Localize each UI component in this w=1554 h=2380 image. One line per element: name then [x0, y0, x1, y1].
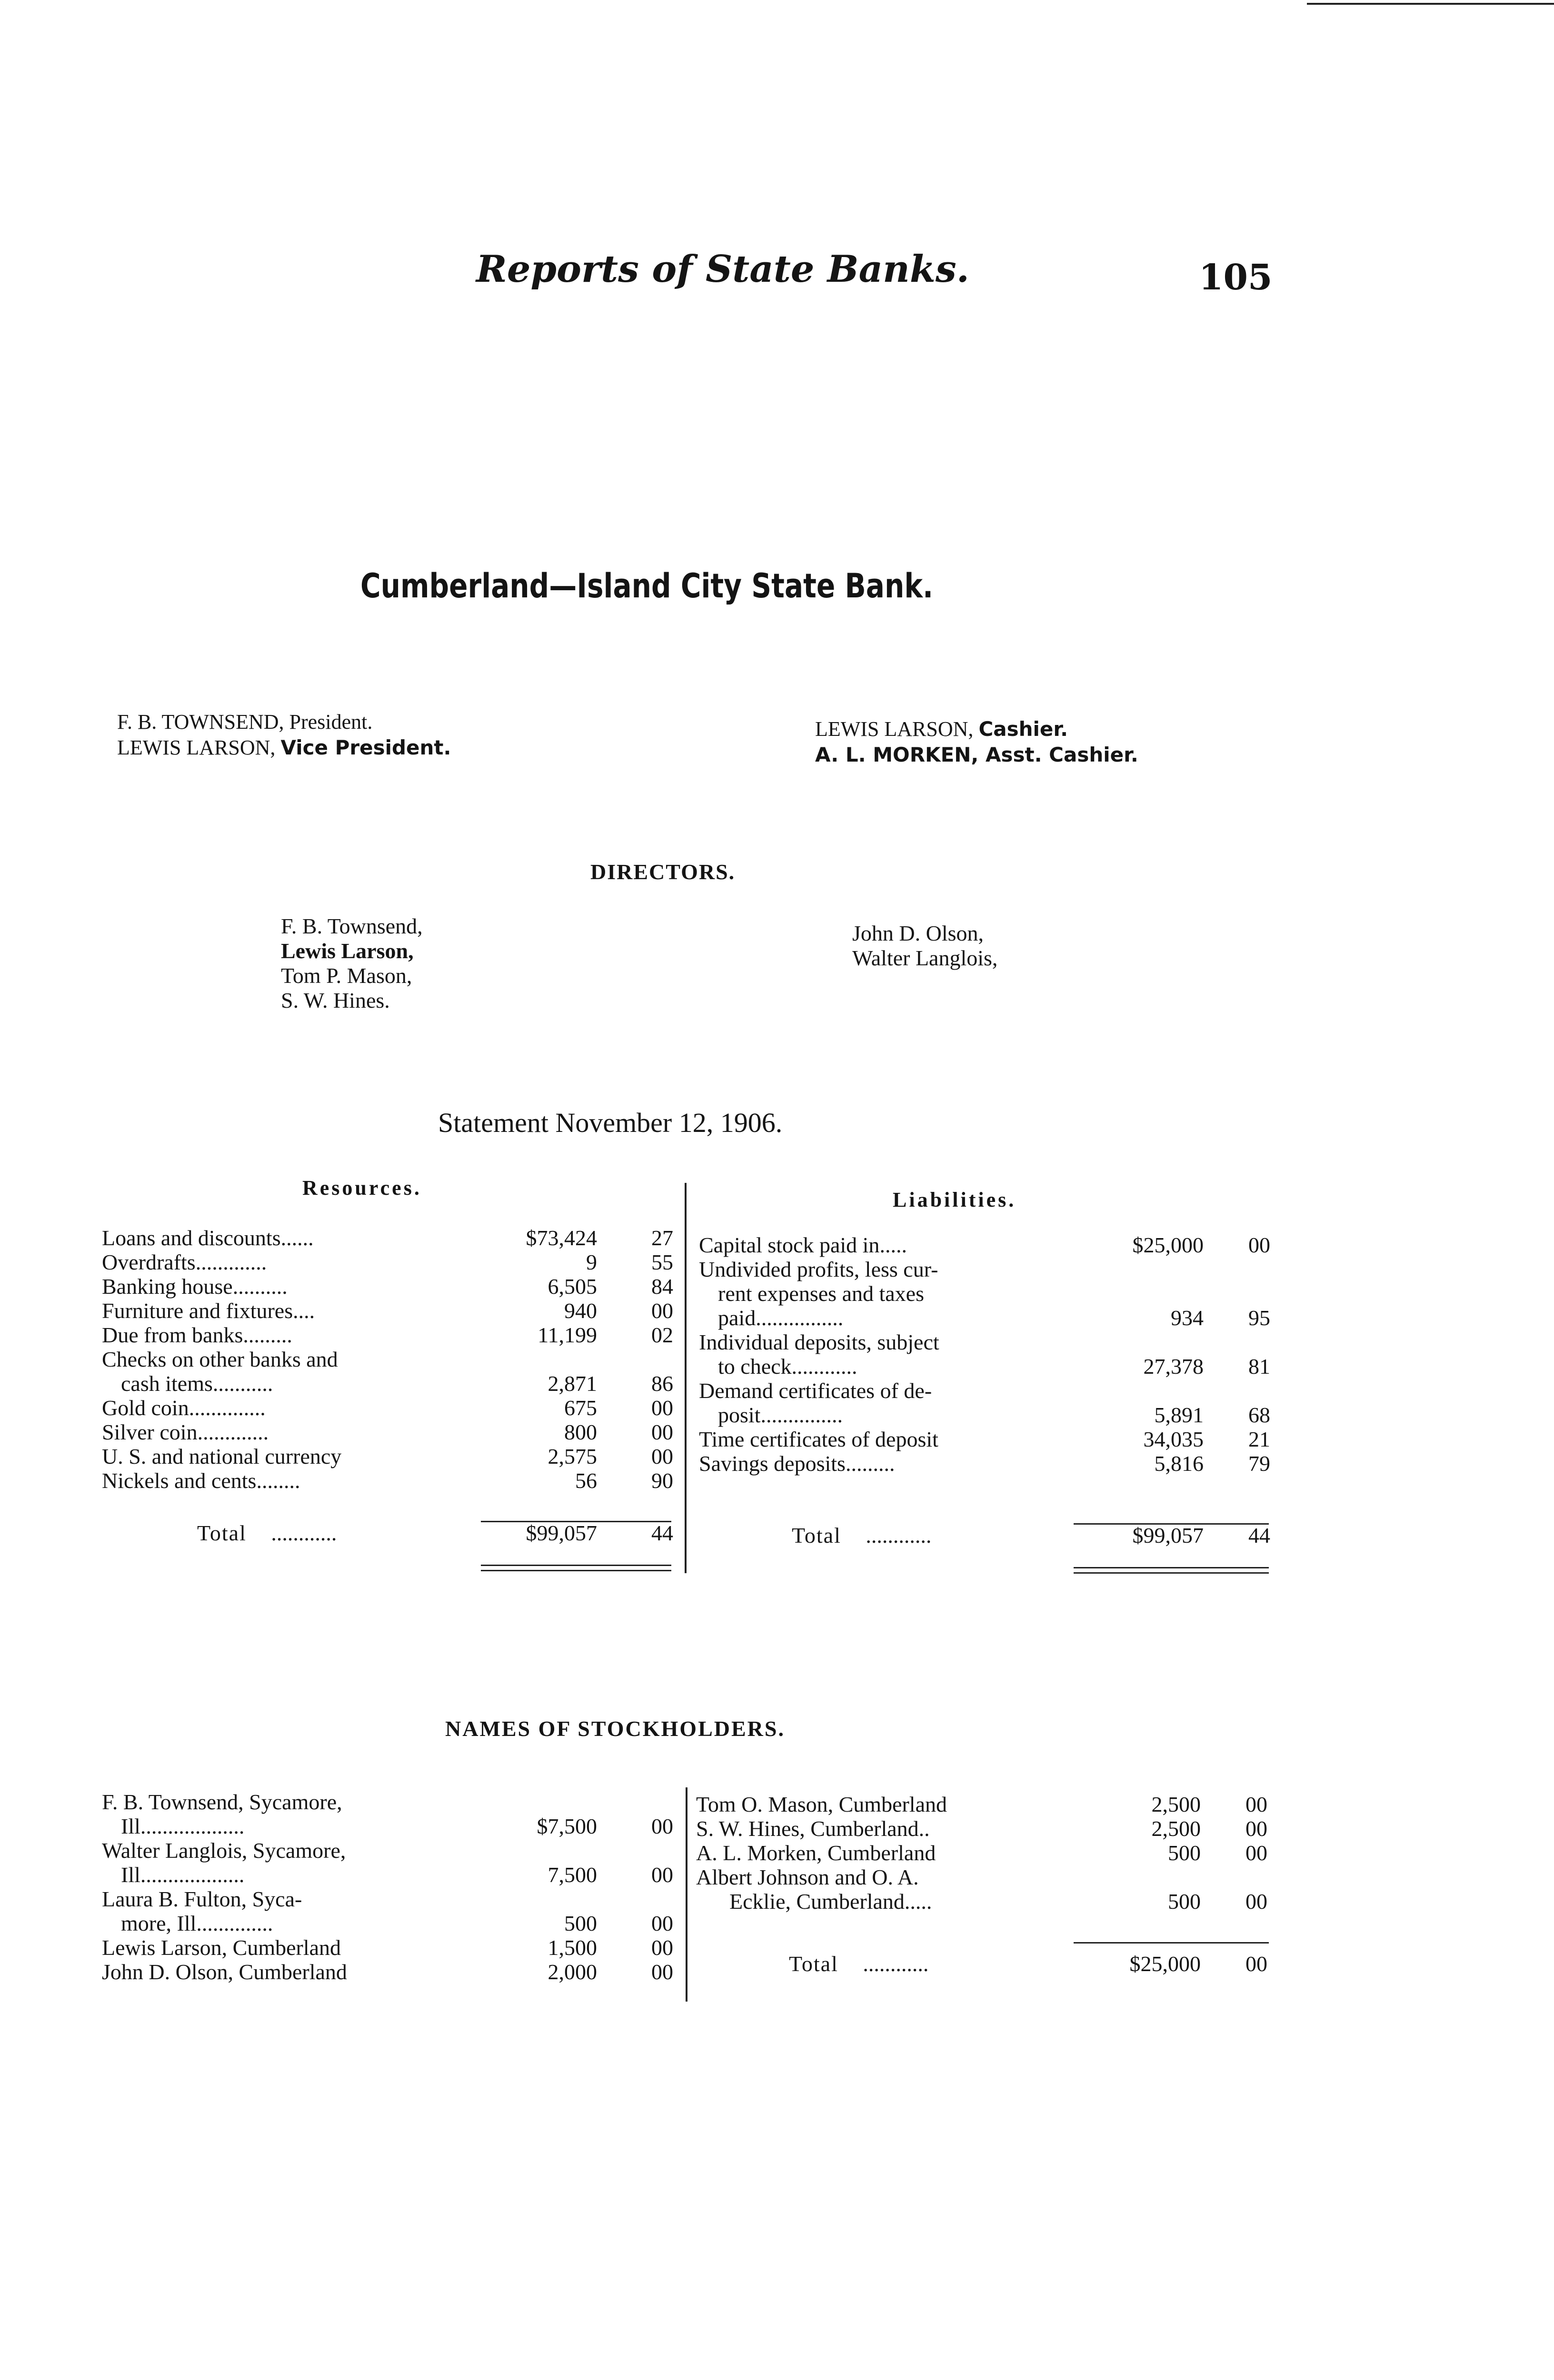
- ledger-item: [699, 1257, 1080, 1281]
- item-cents: 84: [651, 1274, 673, 1299]
- stockholders-heading: NAMES OF STOCKHOLDERS.: [445, 1716, 785, 1741]
- item-cents: 95: [1248, 1306, 1270, 1330]
- item-label: U. S. and national currency: [102, 1444, 342, 1468]
- resources-double-rule: [481, 1570, 671, 1571]
- item-dollars: 500: [1168, 1889, 1201, 1914]
- officer-role: Vice President.: [280, 736, 451, 759]
- ledger-row: [102, 1790, 673, 1814]
- item-cents: 55: [651, 1250, 673, 1274]
- officer-name: LEWIS LARSON,: [815, 717, 974, 741]
- item-dollars: [473, 1838, 597, 1863]
- ledger-item: [699, 1330, 1080, 1354]
- ledger-item: [696, 1865, 1077, 1889]
- officers-right: [815, 716, 1138, 768]
- liabilities-double-rule: [1074, 1567, 1269, 1568]
- ledger-item: [102, 1250, 478, 1274]
- leader-dots: .............: [197, 1420, 269, 1444]
- ledger-row: [102, 1274, 673, 1299]
- item-cents: 81: [1248, 1354, 1270, 1378]
- item-dollars: [473, 1887, 597, 1911]
- liabilities-total-row: [699, 1523, 1270, 1547]
- running-header: Reports of State Banks.: [476, 248, 969, 291]
- ledger-row: [102, 1420, 673, 1444]
- item-label: Walter Langlois, Sycamore,: [102, 1838, 346, 1863]
- leader-dots: ..............: [189, 1396, 266, 1420]
- item-dollars: [473, 1790, 597, 1814]
- item-label: paid: [718, 1306, 756, 1330]
- ledger-item: [699, 1354, 1080, 1378]
- total-dollars: $99,057: [526, 1521, 597, 1545]
- item-label: Capital stock paid in: [699, 1233, 880, 1257]
- officer-vice-president: [117, 735, 451, 761]
- ledger-row: [699, 1281, 1270, 1306]
- stockholders-right-table: [696, 1792, 1267, 1914]
- ledger-item: [696, 1841, 1077, 1865]
- leader-dots: ............: [863, 1952, 929, 1976]
- leader-dots: ...........: [212, 1371, 273, 1396]
- item-label: John D. Olson, Cumberland: [102, 1960, 347, 1984]
- item-dollars: $7,500: [537, 1814, 597, 1838]
- ledger-item: [696, 1889, 1077, 1914]
- ledger-item: [699, 1451, 1080, 1476]
- ledger-row: [102, 1814, 673, 1838]
- item-dollars: 2,000: [548, 1960, 597, 1984]
- ledger-item: [696, 1816, 1077, 1841]
- item-cents: [1204, 1330, 1270, 1354]
- item-cents: [1204, 1257, 1270, 1281]
- director-name: F. B. Townsend,: [281, 914, 423, 938]
- ledger-row: [699, 1306, 1270, 1330]
- item-cents: 00: [651, 1420, 673, 1444]
- item-label: Savings deposits: [699, 1451, 846, 1476]
- item-label: to check: [718, 1354, 792, 1378]
- item-cents: 90: [651, 1468, 673, 1493]
- item-label: Individual deposits, subject: [699, 1330, 939, 1354]
- item-dollars: 500: [1168, 1841, 1201, 1865]
- total-cents: 00: [1245, 1952, 1267, 1976]
- liabilities-table: [699, 1233, 1270, 1476]
- ledger-row: [102, 1299, 673, 1323]
- ledger-item: [102, 1790, 473, 1814]
- item-cents: 00: [651, 1863, 673, 1887]
- leader-dots: .....: [904, 1889, 932, 1914]
- ledger-row: [102, 1371, 673, 1396]
- item-label: Loans and discounts: [102, 1226, 281, 1250]
- ledger-item: [102, 1274, 478, 1299]
- item-label: Demand certificates of de-: [699, 1378, 932, 1403]
- leader-dots: .............: [201, 1911, 273, 1935]
- item-dollars: 500: [564, 1911, 597, 1935]
- item-cents: [597, 1347, 673, 1371]
- ledger-row: [699, 1354, 1270, 1378]
- director-name: Tom P. Mason,: [281, 963, 412, 988]
- item-dollars: 7,500: [548, 1863, 597, 1887]
- item-dollars: 2,871: [548, 1371, 597, 1396]
- ledger-row: [699, 1427, 1270, 1451]
- item-label: Ecklie, Cumberland: [729, 1889, 905, 1914]
- stockholders-total-rule: [1074, 1942, 1269, 1944]
- directors-left: [281, 914, 423, 1013]
- item-label: Overdrafts: [102, 1250, 196, 1274]
- item-cents: 00: [651, 1814, 673, 1838]
- item-cents: 21: [1248, 1427, 1270, 1451]
- ledger-row: [102, 1226, 673, 1250]
- ledger-row: [102, 1960, 673, 1984]
- total-label: Total: [197, 1521, 247, 1545]
- item-label: Gold coin: [102, 1396, 189, 1420]
- item-dollars: $73,424: [526, 1226, 597, 1250]
- director-name: S. W. Hines.: [281, 988, 390, 1012]
- ledger-item: [102, 1323, 478, 1347]
- leader-dots: ....: [293, 1299, 315, 1323]
- officer-role: President.: [289, 710, 373, 734]
- ledger-item: [699, 1306, 1080, 1330]
- stockholders-total: [696, 1952, 1267, 1976]
- item-label: Undivided profits, less cur-: [699, 1257, 938, 1281]
- top-edge-rule: [1307, 3, 1554, 5]
- officer-role: Asst. Cashier.: [986, 743, 1138, 766]
- stockholders-column-divider: [686, 1787, 687, 2002]
- liabilities-total: [699, 1523, 1270, 1547]
- ledger-item: [102, 1444, 478, 1468]
- item-label: posit: [718, 1403, 761, 1427]
- ledger-item: [102, 1226, 478, 1250]
- ledger-item: [102, 1420, 478, 1444]
- item-cents: 02: [651, 1323, 673, 1347]
- item-label: S. W. Hines, Cumberland: [696, 1816, 919, 1841]
- resources-double-rule: [481, 1565, 671, 1566]
- ledger-row: [696, 1889, 1267, 1914]
- ledger-row: [696, 1816, 1267, 1841]
- item-dollars: 2,575: [548, 1444, 597, 1468]
- officer-cashier: [815, 716, 1138, 742]
- officer-name: A. L. MORKEN,: [815, 743, 979, 766]
- total-label: Total: [792, 1523, 841, 1547]
- directors-heading: DIRECTORS.: [590, 860, 736, 884]
- ledger-row: [699, 1378, 1270, 1403]
- ledger-row: [102, 1911, 673, 1935]
- item-label: Time certificates of deposit: [699, 1427, 938, 1451]
- officer-role: Cashier.: [978, 717, 1068, 741]
- liabilities-double-rule: [1074, 1572, 1269, 1574]
- item-cents: 27: [651, 1226, 673, 1250]
- ledger-item: [102, 1347, 478, 1371]
- leader-dots: .........: [243, 1323, 292, 1347]
- ledger-row: [699, 1403, 1270, 1427]
- item-dollars: [1077, 1865, 1201, 1889]
- resources-total-row: [102, 1521, 673, 1545]
- item-dollars: [478, 1347, 597, 1371]
- ledger-row: [696, 1841, 1267, 1865]
- ledger-item: [102, 1911, 473, 1935]
- stockholders-total-row: [696, 1952, 1267, 1976]
- leader-dots: ..........: [232, 1274, 288, 1299]
- statement-column-divider: [685, 1183, 687, 1573]
- item-dollars: [1080, 1257, 1204, 1281]
- ledger-row: [102, 1935, 673, 1960]
- ledger-item: [102, 1396, 478, 1420]
- item-cents: 00: [1245, 1889, 1267, 1914]
- ledger-row: [102, 1444, 673, 1468]
- director-name: Lewis Larson,: [281, 939, 414, 963]
- item-dollars: 940: [564, 1299, 597, 1323]
- ledger-row: [102, 1396, 673, 1420]
- director-name: Walter Langlois,: [852, 946, 998, 970]
- total-label: Total: [789, 1952, 838, 1976]
- ledger-row: [699, 1257, 1270, 1281]
- ledger-row: [102, 1323, 673, 1347]
- item-dollars: 934: [1171, 1306, 1204, 1330]
- ledger-row: [102, 1863, 673, 1887]
- item-cents: 86: [651, 1371, 673, 1396]
- ledger-item: [699, 1403, 1080, 1427]
- item-cents: 79: [1248, 1451, 1270, 1476]
- item-dollars: 5,816: [1154, 1451, 1204, 1476]
- officer-president: [117, 709, 451, 735]
- ledger-row: [102, 1250, 673, 1274]
- item-dollars: 34,035: [1143, 1427, 1204, 1451]
- item-label: Tom O. Mason, Cumberland: [696, 1792, 947, 1816]
- ledger-item: [102, 1960, 473, 1984]
- leader-dots: ............: [866, 1523, 932, 1547]
- item-label: more, Ill.: [121, 1911, 202, 1935]
- leader-dots: ......: [280, 1226, 314, 1250]
- ledger-row: [699, 1233, 1270, 1257]
- item-cents: 00: [651, 1935, 673, 1960]
- item-cents: 68: [1248, 1403, 1270, 1427]
- total-cents: 44: [1248, 1523, 1270, 1547]
- item-label: Banking house: [102, 1274, 233, 1299]
- director-name: John D. Olson,: [852, 921, 984, 945]
- item-cents: [1204, 1281, 1270, 1306]
- item-label: Nickels and cents: [102, 1468, 257, 1493]
- item-label: rent expenses and taxes: [718, 1281, 925, 1306]
- officer-asst-cashier: [815, 742, 1138, 768]
- item-dollars: 800: [564, 1420, 597, 1444]
- item-dollars: 1,500: [548, 1935, 597, 1960]
- item-label: Silver coin: [102, 1420, 198, 1444]
- ledger-row: [102, 1887, 673, 1911]
- item-label: Furniture and fixtures: [102, 1299, 293, 1323]
- item-dollars: [1080, 1281, 1204, 1306]
- item-cents: 00: [651, 1444, 673, 1468]
- item-dollars: 675: [564, 1396, 597, 1420]
- leader-dots: .....: [879, 1233, 907, 1257]
- total-cents: 44: [651, 1521, 673, 1545]
- statement-heading: Statement November 12, 1906.: [438, 1107, 783, 1138]
- ledger-row: [102, 1838, 673, 1863]
- ledger-item: [699, 1378, 1080, 1403]
- leader-dots: ................: [756, 1306, 844, 1330]
- resources-table: [102, 1226, 673, 1493]
- item-cents: 00: [1245, 1816, 1267, 1841]
- ledger-item: [102, 1814, 473, 1838]
- item-dollars: $25,000: [1132, 1233, 1204, 1257]
- ledger-item: [696, 1792, 1077, 1816]
- directors-right: [852, 921, 997, 971]
- ledger-item: [699, 1233, 1080, 1257]
- leader-dots: ..................: [146, 1814, 245, 1838]
- item-label: Checks on other banks and: [102, 1347, 338, 1371]
- item-cents: 00: [1245, 1841, 1267, 1865]
- ledger-item: [102, 1838, 473, 1863]
- item-label: Lewis Larson, Cumberland: [102, 1935, 341, 1960]
- item-label: Ill.: [121, 1863, 146, 1887]
- item-cents: 00: [651, 1299, 673, 1323]
- item-dollars: 2,500: [1151, 1816, 1201, 1841]
- ledger-row: [699, 1451, 1270, 1476]
- item-label: Albert Johnson and O. A.: [696, 1865, 919, 1889]
- item-cents: 00: [651, 1396, 673, 1420]
- item-cents: 00: [651, 1960, 673, 1984]
- officers-left: [117, 709, 451, 761]
- bank-title: Cumberland—Island City State Bank.: [360, 566, 934, 605]
- ledger-row: [699, 1330, 1270, 1354]
- officer-name: LEWIS LARSON,: [117, 736, 276, 759]
- item-dollars: 56: [575, 1468, 597, 1493]
- item-dollars: 2,500: [1151, 1792, 1201, 1816]
- item-dollars: [1080, 1330, 1204, 1354]
- leader-dots: ............: [271, 1521, 337, 1545]
- resources-heading: Resources.: [302, 1176, 422, 1200]
- item-dollars: 6,505: [548, 1274, 597, 1299]
- item-label: F. B. Townsend, Sycamore,: [102, 1790, 342, 1814]
- item-dollars: 27,378: [1143, 1354, 1204, 1378]
- total-dollars: $99,057: [1132, 1523, 1204, 1547]
- item-dollars: 11,199: [538, 1323, 597, 1347]
- ledger-item: [102, 1468, 478, 1493]
- item-label: Laura B. Fulton, Syca-: [102, 1887, 302, 1911]
- total-dollars: $25,000: [1129, 1952, 1201, 1976]
- ledger-item: [102, 1935, 473, 1960]
- ledger-row: [696, 1792, 1267, 1816]
- item-cents: [597, 1887, 673, 1911]
- ledger-item: [699, 1427, 1080, 1451]
- ledger-item: [699, 1281, 1080, 1306]
- item-label: Ill.: [121, 1814, 146, 1838]
- item-cents: 00: [651, 1911, 673, 1935]
- officer-name: F. B. TOWNSEND,: [117, 710, 284, 734]
- leader-dots: .........: [845, 1451, 895, 1476]
- item-dollars: 5,891: [1154, 1403, 1204, 1427]
- liabilities-heading: Liabilities.: [893, 1188, 1016, 1211]
- leader-dots: ........: [256, 1468, 300, 1493]
- leader-dots: ..................: [146, 1863, 245, 1887]
- item-cents: [1204, 1378, 1270, 1403]
- ledger-row: [102, 1468, 673, 1493]
- item-dollars: 9: [586, 1250, 597, 1274]
- item-cents: [1201, 1865, 1267, 1889]
- item-label: Due from banks: [102, 1323, 243, 1347]
- resources-total: [102, 1521, 673, 1545]
- stockholders-left-table: [102, 1790, 673, 1984]
- item-label: A. L. Morken, Cumberland: [696, 1841, 936, 1865]
- leader-dots: ..: [918, 1816, 930, 1841]
- ledger-row: [102, 1347, 673, 1371]
- leader-dots: .............: [195, 1250, 267, 1274]
- ledger-item: [102, 1371, 478, 1396]
- item-cents: [597, 1838, 673, 1863]
- ledger-item: [102, 1863, 473, 1887]
- page-number: 105: [1199, 257, 1273, 298]
- item-cents: 00: [1248, 1233, 1270, 1257]
- ledger-item: [102, 1887, 473, 1911]
- item-dollars: [1080, 1378, 1204, 1403]
- ledger-item: [102, 1299, 478, 1323]
- ledger-row: [696, 1865, 1267, 1889]
- item-cents: [597, 1790, 673, 1814]
- leader-dots: ............: [791, 1354, 857, 1378]
- leader-dots: ...............: [760, 1403, 843, 1427]
- item-cents: 00: [1245, 1792, 1267, 1816]
- item-label: cash items: [121, 1371, 213, 1396]
